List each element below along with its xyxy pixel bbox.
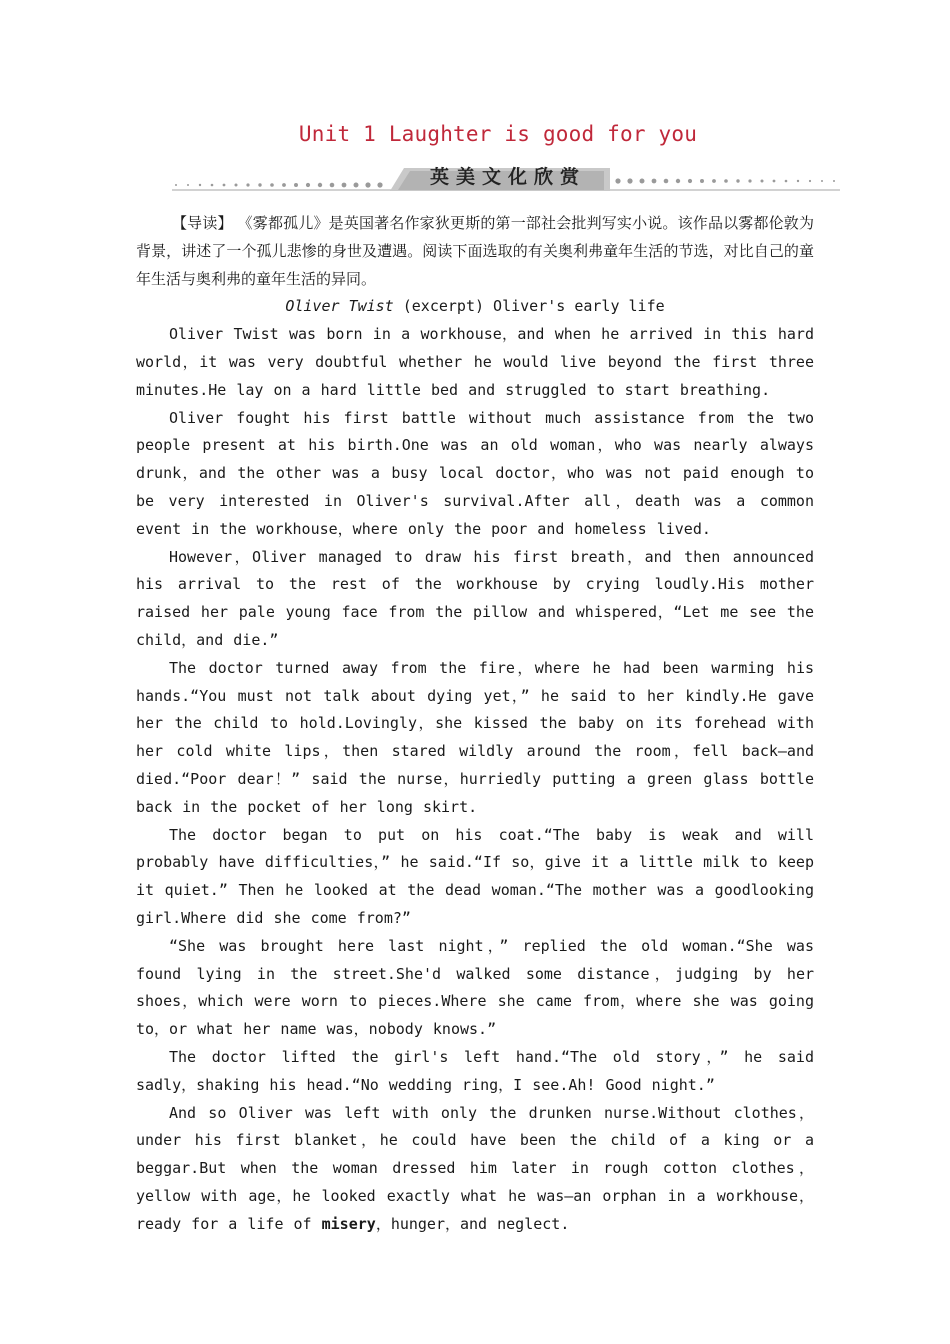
story-paragraph: The doctor began to put on his coat.“The baby is weak and will probably have difficulties，” he said.“If so，give it a little milk to keep it quiet.” Then he looked at the dead woman.“The mother was a goodlooking girl.Where did she come from?” [136, 825, 814, 927]
intro-tag: 【导读】 [172, 214, 233, 232]
section-banner [172, 166, 840, 192]
story-paragraph: However，Oliver managed to draw his first breath，and then announced his arrival to the rest of the workhouse by crying loudly.His mother raised her pale young face from the pillow and whispered，“Let me see the child，and die.” [136, 547, 814, 649]
story-paragraph: The doctor turned away from the fire，where he had been warming his hands.“You must not talk about dying yet，” he said to her kindly.He gave her the child to hold.Lovingly，she kissed the baby on its forehead with her cold white lips，then stared wildly around the room，fell back—and died.“Poor dear！” said the nurse，hurriedly putting a green glass bottle back in the pocket of her long skirt. [136, 658, 814, 816]
story-paragraph: Oliver fought his first battle without much assistance from the two people present at his birth.One was an old woman，who was nearly always drunk，and the other was a busy local doctor，who was not paid enough to be very interested in Oliver's survival.After all，death was a common event in the workhouse，where only the poor and homeless lived. [136, 408, 814, 538]
last-paragraph-end: ，hunger，and neglect. [375, 1214, 570, 1233]
story-paragraph: Oliver Twist was born in a workhouse，and when he arrived in this hard world，it was very doubtful whether he would live beyond the first three minutes.He lay on a hard little bed and struggled to start breathing. [136, 325, 814, 399]
story-title-rest: (excerpt) Oliver's early life [393, 297, 665, 316]
story-title [136, 293, 814, 321]
article-body [136, 210, 814, 1238]
story-paragraph: “She was brought here last night，” replied the old woman.“She was found lying in the street.She'd walked some distance，judging by her shoes，which were worn to pieces.Where she came from，where she was going to，or what her name was，nobody knows.” [136, 936, 814, 1039]
story-paragraph: The doctor lifted the girl's left hand.“The old story，” he said sadly，shaking his head.“No wedding ring，I see.Ah! Good night.” [136, 1047, 814, 1094]
story-paragraph-last [136, 1100, 814, 1239]
intro-text: 《雾都孤儿》是英国著名作家狄更斯的第一部社会批判写实小说。该作品以雾都伦敦为背景，讲述了一个孤儿悲惨的身世及遭遇。阅读下面选取的有关奥利弗童年生活的节选，对比自己的童年生活与奥利弗的童年生活的异同。 [136, 214, 814, 288]
intro-paragraph [136, 210, 814, 293]
vocab-highlight: misery [321, 1214, 376, 1233]
page-title: Unit 1 Laughter is good for you [298, 122, 698, 146]
banner-label: 英美文化欣赏 [429, 166, 586, 188]
story-title-italic: Oliver Twist [285, 297, 394, 316]
last-paragraph-text: And so Oliver was left with only the drunken nurse.Without clothes，under his first blanket，he could have been the child of a king or a beggar.But when the woman dressed him later in rough cotton clothes，yellow with age，he looked exactly what he was—an orphan in a workhouse，ready for a life of [136, 1103, 814, 1233]
